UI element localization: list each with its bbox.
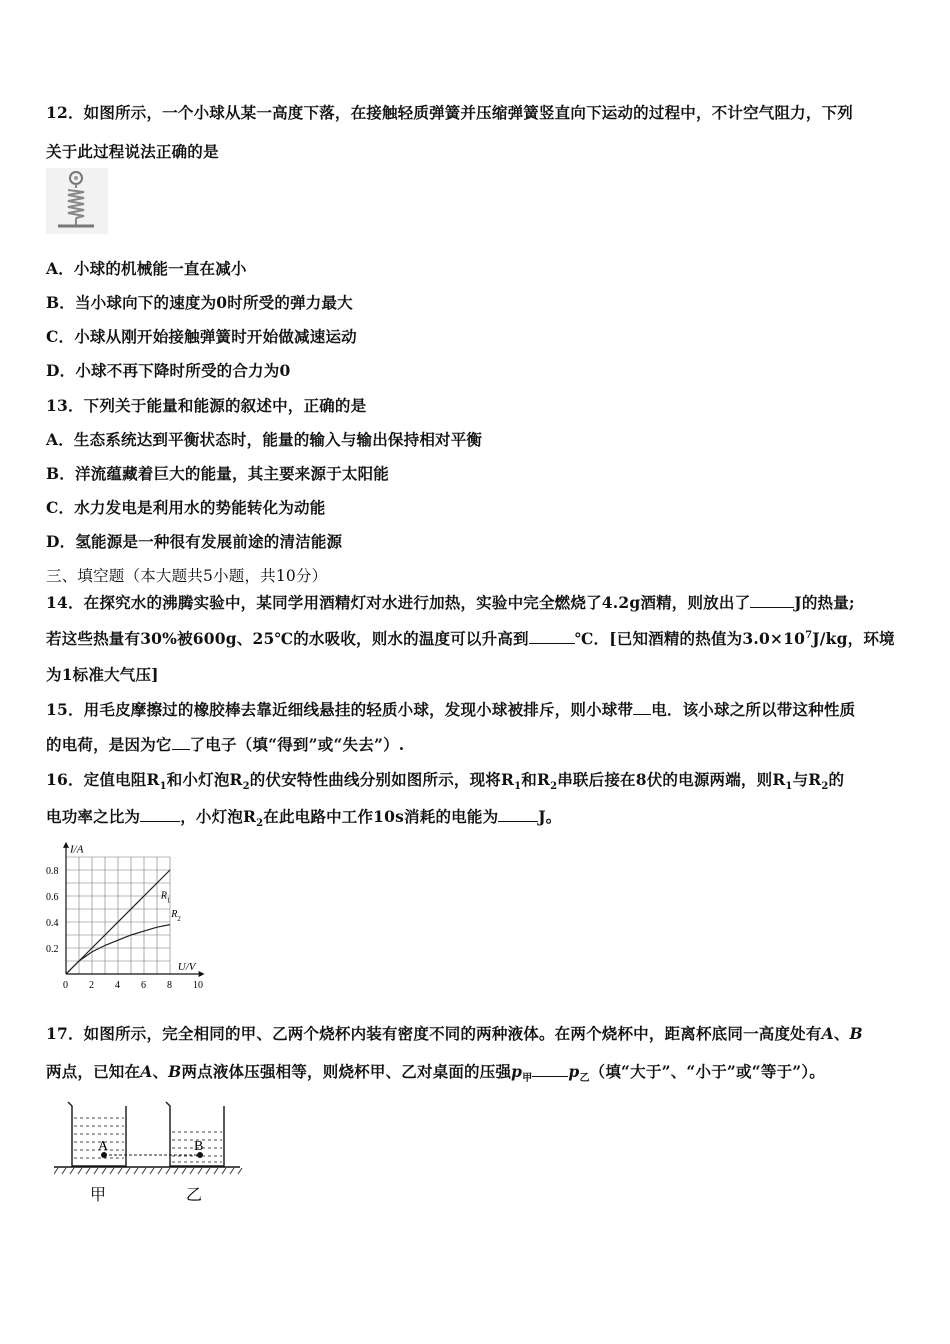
y-tick-label: 0.6 <box>46 892 59 903</box>
q16-line2: 电功率之比为 ，小灯泡$R_2$在此电路中工作10s消耗的电能为 J。 <box>46 807 562 830</box>
q14-blank1 <box>750 593 794 608</box>
x-tick-label: 6 <box>141 980 146 991</box>
y-tick-label: 0.2 <box>46 944 59 955</box>
x-axis-arrow <box>199 971 205 977</box>
x-tick-label: 8 <box>167 980 172 991</box>
q15-line1: 15．用毛皮摩擦过的橡胶棒去靠近细线悬挂的轻质小球，发现小球被排斥，则小球带 电．该小球之所以带这种性质 <box>46 700 856 719</box>
q15-blank1 <box>633 700 651 715</box>
label-a: A <box>98 1139 109 1154</box>
q16-blank1 <box>140 807 180 822</box>
q17-line1: 17．如图所示，完全相同的甲、乙两个烧杯内装有密度不同的两种液体。在两个烧杯中，距离杯底同一高度处有A、B <box>46 1024 863 1043</box>
beakers-figure <box>54 1098 244 1214</box>
q12-stem-line1: 12．如图所示，一个小球从某一高度下落，在接触轻质弹簧并压缩弹簧竖直向下运动的过程中，不计空气阻力，下列 <box>46 103 853 122</box>
q13-option-c: C．水力发电是利用水的势能转化为动能 <box>46 498 326 517</box>
label-jia: 甲 <box>90 1185 107 1204</box>
iu-chart <box>44 838 244 1002</box>
q12-option-d: D．小球不再下降时所受的合力为0 <box>46 361 291 380</box>
q13-option-b: B．洋流蕴藏着巨大的能量，其主要来源于太阳能 <box>46 464 390 483</box>
q14-line1: 14．在探究水的沸腾实验中，某同学用酒精灯对水进行加热，实验中完全燃烧了4.2g酒精，则放出了 J的热量; <box>46 593 855 612</box>
series-label-sub-R1: 1 <box>166 896 171 905</box>
x-tick-label: 2 <box>89 980 94 991</box>
q14-blank2 <box>529 629 575 644</box>
q16-blank2 <box>498 807 538 822</box>
series-label-R1: R <box>160 890 168 902</box>
section-heading: 三、填空题（本大题共5小题，共10分） <box>46 567 328 585</box>
q17-blank <box>532 1062 568 1077</box>
q12-option-c: C．小球从刚开始接触弹簧时开始做减速运动 <box>46 327 357 346</box>
q16-line1: 16．定值电阻$R_1$和小灯泡$R_2$的伏安特性曲线分别如图所示，现将$R_1$和$R_2$串联后接在8伏的电源两端，则$R_1$与$R_2$的 <box>46 770 845 793</box>
x-axis-label: U/V <box>177 961 196 973</box>
x-tick-label: 10 <box>193 980 203 991</box>
q13-stem: 13．下列关于能量和能源的叙述中，正确的是 <box>46 396 367 415</box>
q15-line2: 的电荷，是因为它 了电子（填“得到”或“失去”）. <box>46 735 405 754</box>
q12-stem-line2: 关于此过程说法正确的是 <box>46 142 219 161</box>
x-tick-label: 0 <box>63 980 68 991</box>
table-hatching <box>54 1168 242 1174</box>
x-tick-label: 4 <box>115 980 120 991</box>
y-tick-label: 0.4 <box>46 918 59 929</box>
q13-option-a: A．生态系统达到平衡状态时，能量的输入与输出保持相对平衡 <box>46 430 483 449</box>
label-b: B <box>194 1139 204 1154</box>
label-yi: 乙 <box>186 1185 203 1204</box>
iu-chart-svg <box>44 838 244 998</box>
q12-option-b: B．当小球向下的速度为0时所受的弹力最大 <box>46 293 353 312</box>
series-label-R2: R <box>171 908 178 920</box>
y-axis-label: I/A <box>70 843 84 856</box>
q12-option-a: A．小球的机械能一直在减小 <box>46 259 247 278</box>
q15-blank2 <box>172 735 190 750</box>
q14-line2: 若这些热量有30%被600g、25℃的水吸收，则水的温度可以升高到 ℃．[已知酒精的热值为$3.0\times 10^7J/kg$，环境 <box>46 629 895 648</box>
spring-ball-figure <box>46 168 108 238</box>
y-tick-label: 0.8 <box>46 866 59 877</box>
series-label-sub-R2: 2 <box>177 914 181 923</box>
q17-line2: 两点，已知在A、B两点液体压强相等，则烧杯甲、乙对桌面的压强$p_甲$ $p_乙$（填“大于”、“小于”或“等于”）。 <box>46 1062 826 1085</box>
y-axis-arrow <box>63 842 69 848</box>
q13-option-d: D．氢能源是一种很有发展前途的清洁能源 <box>46 532 343 551</box>
q14-line3: 为1标准大气压] <box>46 665 159 684</box>
